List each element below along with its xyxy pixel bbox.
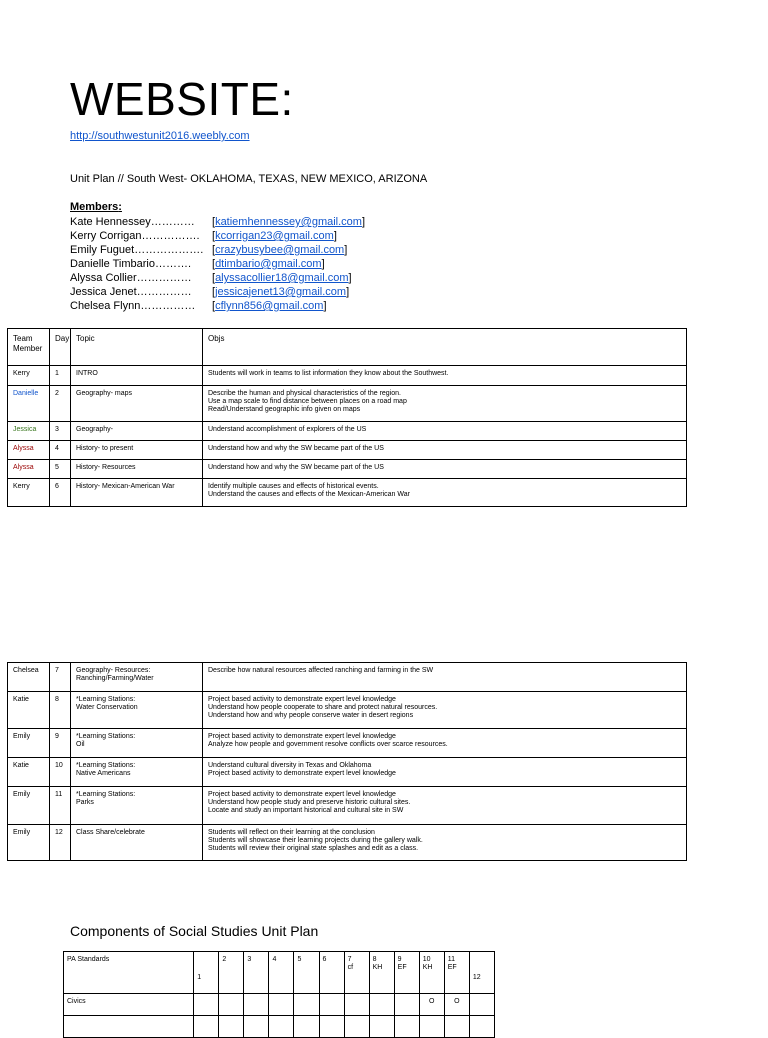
day-cell: 11 bbox=[50, 787, 71, 825]
cell-line: Students will review their original state splashes and edit as a class. bbox=[208, 845, 419, 852]
cell-line: 8 bbox=[372, 956, 377, 963]
unit-plan-text: Unit Plan // South West- OKLAHOMA, TEXAS, NEW MEXICO, ARIZONA bbox=[70, 173, 428, 185]
cell-line: Analyze how people and government resolve conflicts over scarce resources. bbox=[208, 741, 448, 748]
empty-cell bbox=[419, 1016, 444, 1038]
page-title: WEBSITE: bbox=[70, 73, 294, 125]
cell-line: 3 bbox=[247, 956, 252, 963]
member-email-link[interactable]: kcorrigan23@gmail.com bbox=[215, 230, 334, 242]
member-name: Emily Fuguet………………. bbox=[70, 244, 204, 256]
member-email-link[interactable]: jessicajenet13@gmail.com bbox=[215, 286, 347, 298]
topic-cell: Geography- maps bbox=[71, 386, 203, 422]
member-email: [alyssacollier18@gmail.com] bbox=[212, 272, 352, 284]
website-link[interactable]: http://southwestunit2016.weebly.com bbox=[70, 130, 250, 142]
member-email: [jessicajenet13@gmail.com] bbox=[212, 286, 350, 298]
standard-mark-cell bbox=[194, 994, 219, 1016]
day-header-cell bbox=[344, 952, 369, 994]
members-list bbox=[70, 215, 365, 313]
member-name: Chelsea Flynn…………… bbox=[70, 300, 196, 312]
col-header-day: Day bbox=[50, 329, 71, 366]
cell-line: 2 bbox=[222, 956, 227, 963]
member-email: [crazybusybee@gmail.com] bbox=[212, 244, 348, 256]
cell-line: Understand accomplishment of explorers of the US bbox=[208, 426, 367, 433]
empty-cell bbox=[269, 1016, 294, 1038]
member-row bbox=[70, 243, 365, 257]
cell-line: *Learning Stations: bbox=[76, 733, 136, 740]
components-heading: Components of Social Studies Unit Plan bbox=[70, 923, 319, 939]
standard-mark-cell: O bbox=[419, 994, 444, 1016]
member-name: Kerry Corrigan……………. bbox=[70, 230, 200, 242]
empty-cell bbox=[219, 1016, 244, 1038]
empty-cell bbox=[244, 1016, 269, 1038]
member-row bbox=[70, 271, 365, 285]
member-name: Kate Hennessey………… bbox=[70, 216, 195, 228]
standard-mark-cell bbox=[294, 994, 319, 1016]
table-row bbox=[8, 460, 687, 479]
table-row bbox=[8, 825, 687, 861]
table-row bbox=[8, 441, 687, 460]
topic-cell bbox=[71, 787, 203, 825]
cell-line: Students will showcase their learning projects during the gallery walk. bbox=[208, 837, 423, 844]
team-member-cell: Emily bbox=[8, 787, 50, 825]
member-row bbox=[70, 257, 365, 271]
cell-line: Water Conservation bbox=[76, 704, 138, 711]
day-header-cell bbox=[419, 952, 444, 994]
day-cell: 12 bbox=[50, 825, 71, 861]
member-name: Danielle Timbario………. bbox=[70, 258, 192, 270]
cell-line: *Learning Stations: bbox=[76, 791, 136, 798]
member-email-link[interactable]: katiemhennessey@gmail.com bbox=[215, 216, 362, 228]
topic-cell: History- Resources bbox=[71, 460, 203, 479]
cell-line: Identify multiple causes and effects of historical events. bbox=[208, 483, 379, 490]
team-member-cell: Alyssa bbox=[8, 441, 50, 460]
cell-line: Understand how people study and preserve historic cultural sites. bbox=[208, 799, 411, 806]
col-header-team-member: Team Member bbox=[8, 329, 50, 366]
table-row bbox=[64, 994, 495, 1016]
empty-cell bbox=[369, 1016, 394, 1038]
team-member-cell: Katie bbox=[8, 758, 50, 787]
member-email: [katiemhennessey@gmail.com] bbox=[212, 216, 366, 228]
cell-line: Understand cultural diversity in Texas and Oklahoma bbox=[208, 762, 372, 769]
team-member-cell: Emily bbox=[8, 825, 50, 861]
cell-line: Students will work in teams to list information they know about the Southwest. bbox=[208, 370, 449, 377]
cell-line: Read/Understand geographic info given on maps bbox=[208, 406, 361, 413]
cell-line: Understand how and why the SW became part of the US bbox=[208, 464, 384, 471]
cell-line: Locate and study an important historical and cultural site in SW bbox=[208, 807, 404, 814]
day-cell: 2 bbox=[50, 386, 71, 422]
empty-cell bbox=[469, 1016, 494, 1038]
plan-table-days-1-6 bbox=[7, 328, 687, 507]
team-member-cell: Alyssa bbox=[8, 460, 50, 479]
member-email-link[interactable]: crazybusybee@gmail.com bbox=[215, 244, 345, 256]
day-cell: 9 bbox=[50, 729, 71, 758]
day-header-cell bbox=[369, 952, 394, 994]
topic-cell: INTRO bbox=[71, 366, 203, 386]
team-member-cell: Danielle bbox=[8, 386, 50, 422]
member-email-link[interactable]: alyssacollier18@gmail.com bbox=[215, 272, 349, 284]
empty-cell bbox=[344, 1016, 369, 1038]
cell-line: Class Share/celebrate bbox=[76, 829, 145, 836]
team-member-cell: Jessica bbox=[8, 422, 50, 441]
cell-line: Project based activity to demonstrate expert level knowledge bbox=[208, 791, 396, 798]
standards-header-cell bbox=[64, 952, 194, 994]
members-heading: Members: bbox=[70, 201, 122, 213]
cell-line: 12 bbox=[472, 973, 481, 981]
cell-line: EF bbox=[447, 964, 457, 971]
table-row bbox=[8, 479, 687, 507]
member-row bbox=[70, 299, 365, 313]
team-member-cell: Kerry bbox=[8, 366, 50, 386]
standard-mark-cell: O bbox=[444, 994, 469, 1016]
topic-cell: Geography- bbox=[71, 422, 203, 441]
topic-cell bbox=[71, 825, 203, 861]
table-header-row bbox=[64, 952, 495, 994]
day-cell: 10 bbox=[50, 758, 71, 787]
day-header-cell bbox=[269, 952, 294, 994]
empty-cell bbox=[294, 1016, 319, 1038]
day-header-cell bbox=[194, 952, 219, 994]
empty-cell bbox=[444, 1016, 469, 1038]
cell-line: 1 bbox=[197, 973, 202, 981]
topic-cell: History- to present bbox=[71, 441, 203, 460]
standard-name-cell: Civics bbox=[64, 994, 194, 1016]
table-row bbox=[8, 729, 687, 758]
day-cell: 5 bbox=[50, 460, 71, 479]
standard-mark-cell bbox=[269, 994, 294, 1016]
cell-line: Parks bbox=[76, 799, 94, 806]
table-row bbox=[8, 366, 687, 386]
day-header-cell bbox=[394, 952, 419, 994]
day-header-cell bbox=[469, 952, 494, 994]
objs-cell bbox=[203, 758, 687, 787]
day-header-cell bbox=[219, 952, 244, 994]
team-member-cell: Kerry bbox=[8, 479, 50, 507]
team-member-cell: Katie bbox=[8, 692, 50, 729]
member-email-link[interactable]: cflynn856@gmail.com bbox=[215, 300, 324, 312]
empty-cell bbox=[64, 1016, 194, 1038]
standard-mark-cell bbox=[369, 994, 394, 1016]
empty-cell bbox=[319, 1016, 344, 1038]
topic-cell bbox=[71, 663, 203, 692]
topic-cell bbox=[71, 729, 203, 758]
cell-line: Describe how natural resources affected ranching and farming in the SW bbox=[208, 667, 434, 674]
standard-mark-cell bbox=[244, 994, 269, 1016]
member-name: Jessica Jenet…………… bbox=[70, 286, 192, 298]
cell-line: Understand how and why people conserve water in desert regions bbox=[208, 712, 414, 719]
day-header-cell bbox=[444, 952, 469, 994]
objs-cell bbox=[203, 441, 687, 460]
cell-line: 5 bbox=[297, 956, 302, 963]
cell-line: Native Americans bbox=[76, 770, 131, 777]
day-header-cell bbox=[319, 952, 344, 994]
objs-cell bbox=[203, 787, 687, 825]
cell-line: Oil bbox=[76, 741, 85, 748]
member-email-link[interactable]: dtimbario@gmail.com bbox=[215, 258, 322, 270]
member-row bbox=[70, 229, 365, 243]
member-email: [kcorrigan23@gmail.com] bbox=[212, 230, 337, 242]
day-header-cell bbox=[294, 952, 319, 994]
objs-cell bbox=[203, 729, 687, 758]
cell-line: 4 bbox=[272, 956, 277, 963]
day-cell: 8 bbox=[50, 692, 71, 729]
plan-table-days-7-12 bbox=[7, 662, 687, 861]
objs-cell bbox=[203, 386, 687, 422]
table-row bbox=[8, 386, 687, 422]
day-cell: 3 bbox=[50, 422, 71, 441]
cell-line: Use a map scale to find distance between places on a road map bbox=[208, 398, 407, 405]
empty-cell bbox=[394, 1016, 419, 1038]
table-row bbox=[8, 663, 687, 692]
cell-line: 6 bbox=[322, 956, 327, 963]
cell-line: 10 bbox=[422, 956, 431, 963]
topic-cell: History- Mexican-American War bbox=[71, 479, 203, 507]
member-email: [dtimbario@gmail.com] bbox=[212, 258, 325, 270]
member-row bbox=[70, 215, 365, 229]
day-cell: 4 bbox=[50, 441, 71, 460]
cell-line: *Learning Stations: bbox=[76, 696, 136, 703]
table-row bbox=[64, 1016, 495, 1038]
components-table bbox=[63, 951, 495, 1038]
cell-line: KH bbox=[422, 964, 433, 971]
table-row bbox=[8, 787, 687, 825]
cell-line: *Learning Stations: bbox=[76, 762, 136, 769]
cell-line: 7 bbox=[347, 956, 352, 963]
col-header-topic: Topic bbox=[71, 329, 203, 366]
cell-line: Project based activity to demonstrate expert level knowledge bbox=[208, 733, 396, 740]
cell-line: Describe the human and physical characteristics of the region. bbox=[208, 390, 401, 397]
cell-line: 9 bbox=[397, 956, 402, 963]
cell-line: Understand how and why the SW became part of the US bbox=[208, 445, 384, 452]
table-row bbox=[8, 422, 687, 441]
cell-line: Ranching/Farming/Water bbox=[76, 675, 154, 682]
day-cell: 1 bbox=[50, 366, 71, 386]
objs-cell bbox=[203, 479, 687, 507]
empty-cell bbox=[194, 1016, 219, 1038]
cell-line: cf bbox=[347, 964, 354, 971]
day-cell: 6 bbox=[50, 479, 71, 507]
topic-cell bbox=[71, 692, 203, 729]
standard-mark-cell bbox=[469, 994, 494, 1016]
objs-cell bbox=[203, 692, 687, 729]
day-header-cell bbox=[244, 952, 269, 994]
standard-mark-cell bbox=[219, 994, 244, 1016]
objs-cell bbox=[203, 663, 687, 692]
cell-line: Understand the causes and effects of the Mexican-American War bbox=[208, 491, 410, 498]
cell-line: Project based activity to demonstrate expert level knowledge bbox=[208, 770, 396, 777]
objs-cell bbox=[203, 460, 687, 479]
objs-cell bbox=[203, 825, 687, 861]
day-cell: 7 bbox=[50, 663, 71, 692]
col-header-objs: Objs bbox=[203, 329, 687, 366]
cell-line: Students will reflect on their learning at the conclusion bbox=[208, 829, 375, 836]
standard-mark-cell bbox=[344, 994, 369, 1016]
objs-cell bbox=[203, 422, 687, 441]
team-member-cell: Emily bbox=[8, 729, 50, 758]
member-name: Alyssa Collier…………… bbox=[70, 272, 192, 284]
standard-mark-cell bbox=[394, 994, 419, 1016]
member-email: [cflynn856@gmail.com] bbox=[212, 300, 327, 312]
cell-line: KH bbox=[372, 964, 383, 971]
team-member-cell: Chelsea bbox=[8, 663, 50, 692]
table-row bbox=[8, 692, 687, 729]
cell-line: Geography- Resources: bbox=[76, 667, 151, 674]
table-row bbox=[8, 758, 687, 787]
member-row bbox=[70, 285, 365, 299]
cell-line: 11 bbox=[447, 956, 456, 963]
cell-line: Understand how people cooperate to share and protect natural resources. bbox=[208, 704, 438, 711]
cell-line: EF bbox=[397, 964, 407, 971]
standard-mark-cell bbox=[319, 994, 344, 1016]
cell-line: PA Standards bbox=[67, 956, 110, 963]
topic-cell bbox=[71, 758, 203, 787]
objs-cell bbox=[203, 366, 687, 386]
cell-line: Project based activity to demonstrate expert level knowledge bbox=[208, 696, 396, 703]
